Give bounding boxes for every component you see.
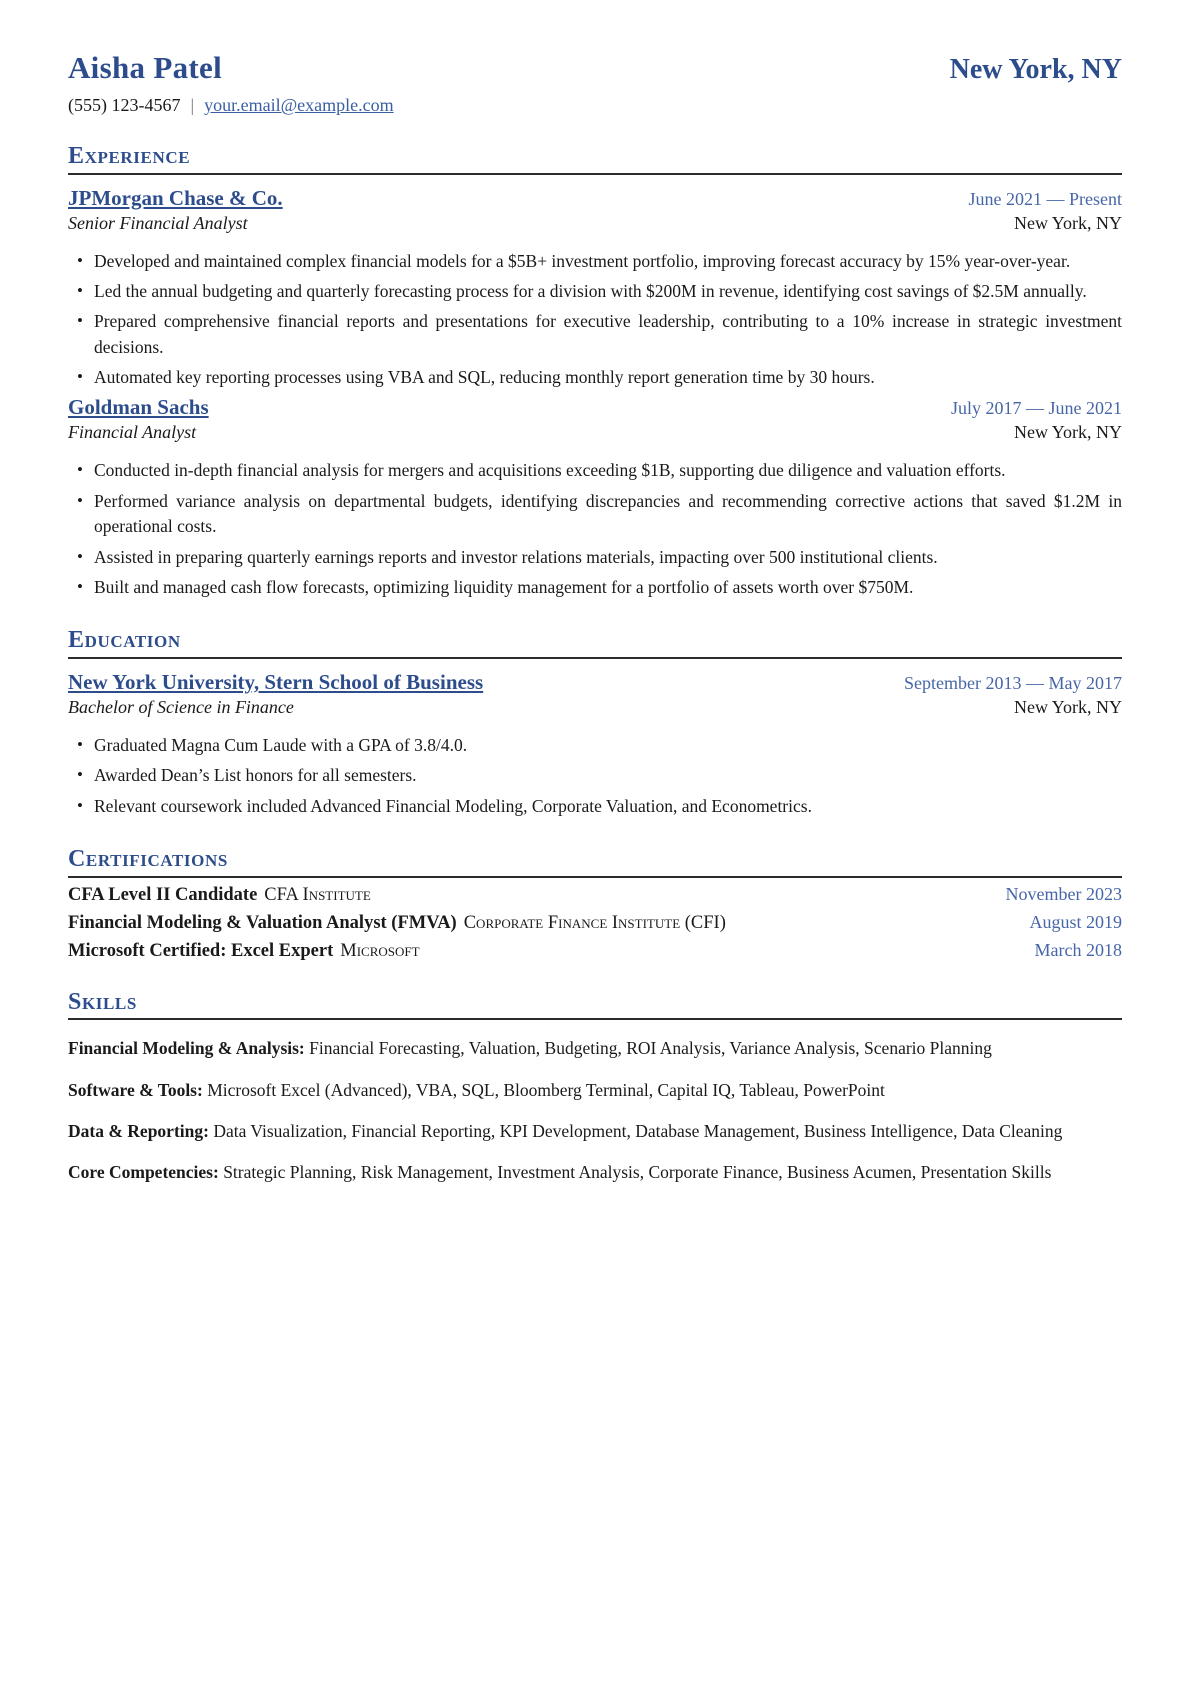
section-education	[68, 627, 1122, 819]
certification-title	[68, 885, 371, 906]
section-title-skills: Skills	[68, 989, 1122, 1021]
certification-title	[68, 913, 726, 934]
entry-head	[68, 186, 1122, 211]
section-title-experience: Experience	[68, 143, 1122, 175]
bullet-list	[68, 249, 1122, 391]
skills-items: Financial Forecasting, Valuation, Budgeting, ROI Analysis, Variance Analysis, Scenario Planning	[309, 1038, 992, 1059]
certification-issuer: CFA Institute	[264, 884, 371, 905]
bullet-item: • Graduated Magna Cum Laude with a GPA of 3.8/4.0.	[68, 733, 1122, 758]
entry-sub	[68, 213, 1122, 234]
contact-line	[68, 95, 1122, 116]
school-link-nyu[interactable]: New York University, Stern School of Business	[68, 669, 484, 694]
skills-items: Data Visualization, Financial Reporting, KPI Development, Database Management, Business Intelligence, Data Cleaning	[213, 1120, 1063, 1141]
section-certifications	[68, 846, 1122, 962]
skills-group-software-tools	[68, 1077, 1122, 1103]
bullet-item: • Assisted in preparing quarterly earnings reports and investor relations materials, impacting over 500 institutional clients.	[68, 545, 1122, 570]
section-title-education: Education	[68, 627, 1122, 659]
skills-items: Microsoft Excel (Advanced), VBA, SQL, Bloomberg Terminal, Capital IQ, Tableau, PowerPoint	[207, 1079, 885, 1100]
entry-sub	[68, 697, 1122, 718]
certification-date: August 2019	[1029, 911, 1122, 932]
entry-role: Financial Analyst	[68, 422, 197, 443]
bullet-item: • Led the annual budgeting and quarterly forecasting process for a division with $200M in revenue, identifying cost savings of $2.5M annually.	[68, 279, 1122, 304]
bullet-item: • Awarded Dean’s List honors for all semesters.	[68, 763, 1122, 788]
header-location: New York, NY	[949, 54, 1122, 85]
experience-entry-goldman	[68, 395, 1122, 600]
skills-group-financial-modeling	[68, 1035, 1122, 1061]
certification-row-cfa	[68, 884, 1122, 906]
section-skills	[68, 989, 1122, 1186]
certification-issuer: Microsoft	[340, 940, 420, 961]
certification-name: CFA Level II Candidate	[68, 884, 258, 905]
certification-date: November 2023	[1005, 883, 1122, 904]
skills-label: Software & Tools:	[68, 1079, 203, 1100]
education-entry-nyu	[68, 670, 1122, 819]
certification-row-fmva	[68, 912, 1122, 934]
certification-name: Financial Modeling & Valuation Analyst (FMVA)	[68, 912, 457, 933]
email-link[interactable]: your.email@example.com	[204, 95, 394, 115]
entry-role: Senior Financial Analyst	[68, 212, 248, 233]
entry-degree: Bachelor of Science in Finance	[68, 696, 294, 717]
contact-separator: |	[190, 95, 195, 115]
skills-group-core-competencies	[68, 1159, 1122, 1185]
entry-head	[68, 670, 1122, 695]
resume-header	[68, 50, 1122, 86]
company-link-goldman[interactable]: Goldman Sachs	[68, 395, 209, 420]
bullet-item: • Automated key reporting processes using VBA and SQL, reducing monthly report generation time by 30 hours.	[68, 365, 1122, 390]
entry-dates: September 2013 — May 2017	[904, 672, 1122, 693]
company-link-jpmorgan[interactable]: JPMorgan Chase & Co.	[68, 185, 283, 210]
certification-name: Microsoft Certified: Excel Expert	[68, 940, 334, 961]
experience-entry-jpmorgan	[68, 186, 1122, 391]
bullet-item: • Relevant coursework included Advanced Financial Modeling, Corporate Valuation, and Econometrics.	[68, 794, 1122, 819]
skills-label: Core Competencies:	[68, 1162, 219, 1182]
bullet-item: • Built and managed cash flow forecasts, optimizing liquidity management for a portfolio of assets worth over $750M.	[68, 575, 1122, 600]
candidate-name: Aisha Patel	[68, 50, 222, 85]
entry-location: New York, NY	[1013, 696, 1122, 717]
bullet-list	[68, 733, 1122, 819]
bullet-list	[68, 458, 1122, 600]
certification-date: March 2018	[1034, 939, 1122, 960]
certification-row-excel	[68, 940, 1122, 962]
entry-dates: July 2017 — June 2021	[951, 398, 1122, 419]
section-title-certifications: Certifications	[68, 846, 1122, 878]
entry-sub	[68, 422, 1122, 443]
entry-location: New York, NY	[1013, 212, 1122, 233]
section-experience	[68, 143, 1122, 600]
bullet-item: • Developed and maintained complex financial models for a $5B+ investment portfolio, improving forecast accuracy by 15% year-over-year.	[68, 249, 1122, 274]
certification-title	[68, 941, 420, 962]
skills-items: Strategic Planning, Risk Management, Investment Analysis, Corporate Finance, Business Acumen, Presentation Skills	[223, 1162, 1052, 1182]
certification-issuer: Corporate Finance Institute (CFI)	[463, 912, 726, 933]
bullet-item: • Performed variance analysis on departmental budgets, identifying discrepancies and recommending corrective actions that saved $1.2M in operational costs.	[68, 489, 1122, 540]
bullet-item: • Prepared comprehensive financial reports and presentations for executive leadership, contributing to a 10% increase in strategic investment decisions.	[68, 309, 1122, 360]
skills-label: Financial Modeling & Analysis:	[68, 1038, 305, 1059]
skills-group-data-reporting	[68, 1118, 1122, 1144]
phone-number: (555) 123-4567	[68, 95, 181, 115]
entry-dates: June 2021 — Present	[968, 188, 1122, 209]
bullet-item: • Conducted in-depth financial analysis for mergers and acquisitions exceeding $1B, supporting due diligence and valuation efforts.	[68, 458, 1122, 483]
entry-location: New York, NY	[1013, 422, 1122, 443]
skills-label: Data & Reporting:	[68, 1120, 209, 1141]
entry-head	[68, 395, 1122, 420]
